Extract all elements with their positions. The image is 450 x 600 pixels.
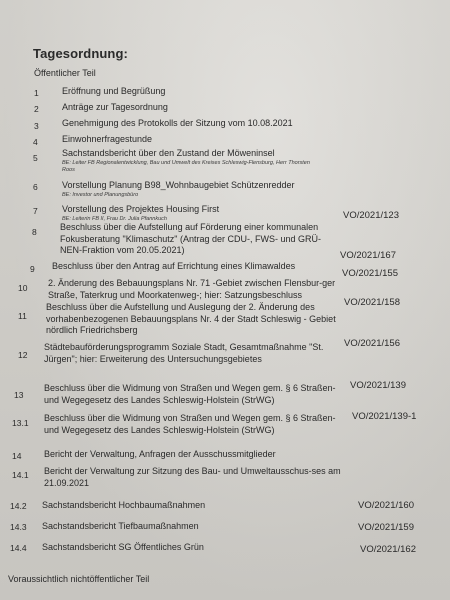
item-number: 4 — [33, 137, 38, 147]
item-text: Anträge zur Tagesordnung — [62, 102, 168, 112]
item-number: 14.2 — [10, 501, 27, 511]
item-number: 14.4 — [10, 543, 27, 553]
item-number: 5 — [33, 153, 38, 163]
item-number: 13 — [14, 390, 24, 400]
item-number: 12 — [18, 350, 28, 360]
item-vo-number: VO/2021/160 — [358, 500, 414, 511]
item-text: Genehmigung des Protokolls der Sitzung vom 10.08.2021 — [62, 118, 293, 128]
item-vo-number: VO/2021/167 — [340, 250, 396, 261]
page-title: Tagesordnung: — [33, 46, 128, 61]
item-number: 2 — [34, 104, 39, 114]
item-text: Bericht der Verwaltung, Anfragen der Ausschussmitglieder — [44, 449, 276, 459]
item-number: 14.1 — [12, 470, 29, 480]
item-vo-number: VO/2021/139-1 — [352, 411, 417, 422]
item-presenter: BE: Leiter FB Regionalentwicklung, Bau und Umwelt des Kreises Schleswig-Flensburg, Herr Thorsten Roos — [62, 159, 310, 173]
item-text: Beschluss über den Antrag auf Errichtung eines Klimawaldes — [52, 261, 296, 271]
item-title: Vorstellung Planung B98_Wohnbaugebiet Schützenredder — [62, 180, 295, 190]
item-number: 8 — [32, 227, 37, 237]
item-title: Vorstellung des Projektes Housing First — [62, 204, 220, 214]
item-vo-number: VO/2021/156 — [344, 338, 400, 349]
item-vo-number: VO/2021/158 — [344, 297, 400, 308]
item-number: 6 — [33, 182, 38, 192]
item-title: Sachstandsbericht über den Zustand der Möweninsel — [62, 148, 275, 158]
item-text: Eröffnung und Begrüßung — [62, 86, 166, 96]
item-text: Einwohnerfragestunde — [62, 134, 153, 144]
item-vo-number: VO/2021/162 — [360, 544, 416, 555]
item-number: 3 — [34, 121, 39, 131]
item-text: Beschluss über die Widmung von Straßen und Wegen gem. § 6 Straßen- und Wegegesetz des Landes Schleswig-Holstein (StrWG) — [44, 413, 336, 435]
item-text: Bericht der Verwaltung zur Sitzung des Bau- und Umweltausschus-ses am 21.09.2021 — [44, 466, 341, 488]
item-text: Sachstandsbericht Tiefbaumaßnahmen — [42, 521, 199, 531]
item-text: Beschluss über die Aufstellung und Auslegung der 2. Änderung des vorhabenbezogenen Bebauungsplans Nr. 4 der Stadt Schleswig - Gebiet nördlich Friedrichsberg — [46, 302, 336, 335]
item-presenter: BE: Investor und Planungsbüro — [62, 191, 139, 198]
item-vo-number: VO/2021/159 — [358, 522, 414, 533]
item-presenter: BE: Leiterin FB II, Frau Dr. Julia Pfannkuch — [62, 215, 167, 222]
item-text — [62, 204, 342, 223]
item-number: 14.3 — [10, 522, 27, 532]
section-private-heading: Voraussichtlich nichtöffentlicher Teil — [8, 574, 150, 584]
item-text: 2. Änderung des Bebauungsplans Nr. 71 -Gebiet zwischen Flensbur-ger Straße, Taterkrug und Moorkatenweg-; hier: Satzungsbeschluss — [48, 278, 336, 300]
section-public-heading: Öffentlicher Teil — [34, 68, 96, 78]
item-text — [62, 180, 342, 199]
item-vo-number: VO/2021/139 — [350, 380, 406, 391]
item-number: 14 — [12, 451, 22, 461]
item-text: Städtebauförderungsprogramm Soziale Stadt, Gesamtmaßnahme "St. Jürgen"; hier: Erweiterung des Untersuchungsgebietes — [44, 342, 324, 364]
item-vo-number: VO/2021/155 — [342, 268, 398, 279]
item-text — [62, 148, 332, 174]
item-number: 11 — [18, 311, 27, 321]
item-number: 7 — [33, 206, 38, 216]
item-text: Sachstandsbericht SG Öffentliches Grün — [42, 542, 204, 552]
item-number: 9 — [30, 264, 35, 274]
item-vo-number: VO/2021/123 — [343, 210, 399, 221]
item-text: Beschluss über die Widmung von Straßen und Wegen gem. § 6 Straßen- und Wegegesetz des Landes Schleswig-Holstein (StrWG) — [44, 383, 336, 405]
item-number: 10 — [18, 283, 28, 293]
item-text: Beschluss über die Aufstellung auf Förderung einer kommunalen Fokusberatung "Klimaschutz" (Antrag der CDU-, FWS- und GRÜ-NEN-Fraktion vom 20.05.2021) — [60, 222, 321, 255]
item-number: 13.1 — [12, 418, 29, 428]
item-text: Sachstandsbericht Hochbaumaßnahmen — [42, 500, 206, 510]
item-number: 1 — [34, 88, 39, 98]
